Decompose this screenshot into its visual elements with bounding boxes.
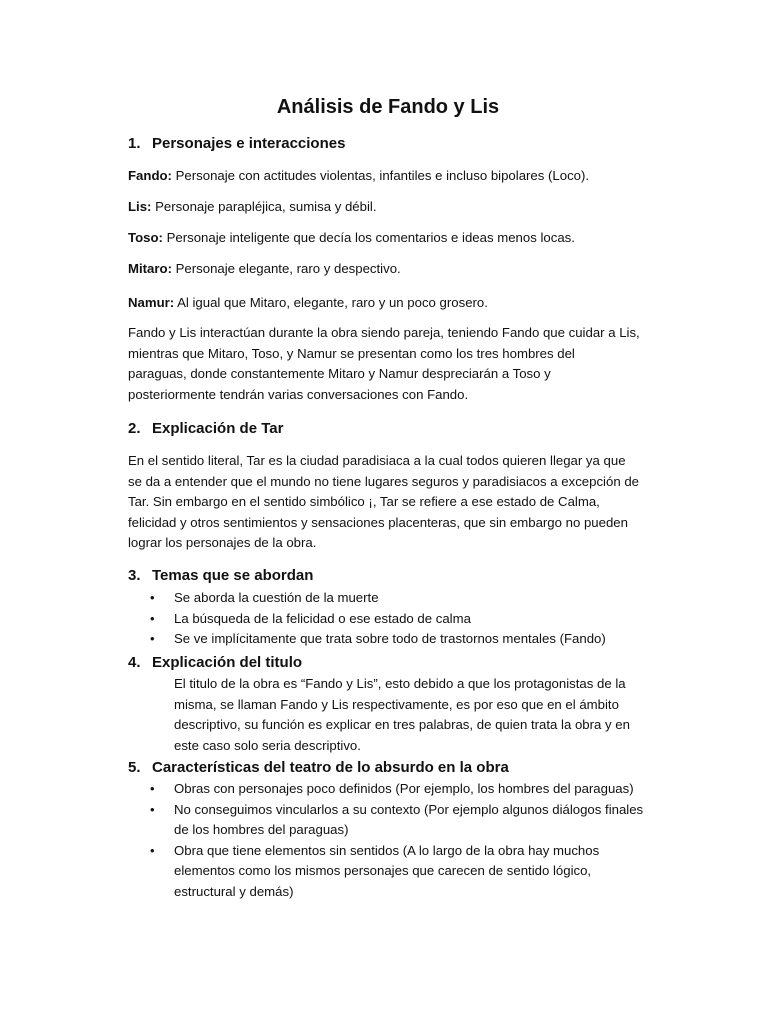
section-title: Características del teatro de lo absurdo en la obra — [152, 759, 509, 776]
list-item — [128, 609, 668, 630]
section-title: Personajes e interacciones — [152, 135, 346, 152]
paragraph-line: felicidad y otros sentimientos y sensaciones placenteras, que sin embargo no pueden — [128, 514, 628, 530]
paragraph-line: paraguas, donde constantemente Mitaro y Namur despreciarán a Toso y — [128, 366, 551, 382]
bullet-icon: • — [150, 631, 155, 647]
section-title: Temas que se abordan — [152, 567, 314, 584]
section-heading-4 — [128, 653, 302, 673]
section-number: 1. — [128, 135, 141, 152]
title-explanation-paragraph — [174, 674, 674, 756]
paragraph-line: posteriormente tendrán varias conversaciones con Fando. — [128, 386, 469, 402]
list-item-text: de los hombres del paraguas) — [174, 822, 349, 838]
character-description: Personaje inteligente que decía los comentarios e ideas menos locas. — [162, 230, 575, 245]
character-mitaro — [128, 259, 663, 280]
character-toso — [128, 228, 663, 249]
paragraph-line: lograr los personajes de la obra. — [128, 535, 317, 551]
section-number: 2. — [128, 420, 141, 437]
paragraph-line: El titulo de la obra es “Fando y Lis”, esto debido a que los protagonistas de la — [174, 676, 626, 691]
list-item-text: Se ve implícitamente que trata sobre todo de trastornos mentales (Fando) — [174, 631, 606, 647]
character-lis — [128, 197, 663, 218]
section-heading-1 — [128, 134, 345, 154]
bullet-icon: • — [150, 781, 155, 796]
list-item-text: La búsqueda de la felicidad o ese estado de calma — [174, 610, 471, 626]
paragraph-line: Fando y Lis interactúan durante la obra siendo pareja, teniendo Fando que cuidar a Lis, — [128, 325, 640, 340]
character-description: Personaje elegante, raro y despectivo. — [171, 261, 401, 276]
absurd-traits-list — [128, 779, 668, 903]
list-item-text: Obras con personajes poco definidos (Por ejemplo, los hombres del paraguas) — [174, 781, 634, 796]
list-item-text: Obra que tiene elementos sin sentidos (A lo largo de la obra hay muchos — [174, 842, 600, 858]
list-item-text: Se aborda la cuestión de la muerte — [174, 590, 379, 605]
section-number: 4. — [128, 654, 141, 671]
list-item-text: estructural y demás) — [174, 883, 294, 899]
interactions-paragraph — [128, 323, 663, 405]
bullet-icon: • — [150, 590, 155, 605]
document-title: Análisis de Fando y Lis — [276, 96, 500, 118]
paragraph-line: misma, se llaman Fando y Lis respectivamente, es por eso que en el ámbito — [174, 696, 619, 712]
section-heading-5 — [128, 758, 509, 778]
character-description: Personaje parapléjica, sumisa y débil. — [151, 199, 377, 214]
character-name: Mitaro: — [128, 261, 172, 276]
list-item-text: elementos como los mismos personajes que carecen de sentido lógico, — [174, 863, 592, 879]
list-item — [128, 629, 668, 650]
paragraph-line: mientras que Mitaro, Toso, y Namur se presentan como los tres hombres del — [128, 345, 575, 361]
character-name: Lis: — [128, 199, 152, 214]
paragraph-line: se da a entender que el mundo no tiene lugares seguros y paradisiacos a excepción de — [128, 473, 639, 489]
themes-list — [128, 588, 668, 650]
section-title: Explicación del titulo — [152, 654, 303, 671]
character-name: Toso: — [128, 230, 163, 245]
paragraph-line: Tar. Sin embargo en el sentido simbólico ¡, Tar se refiere a ese estado de Calma, — [128, 494, 600, 510]
list-item — [128, 841, 668, 903]
bullet-icon: • — [150, 610, 155, 626]
section-number: 5. — [128, 759, 141, 776]
paragraph-line: este caso solo seria descriptivo. — [174, 737, 361, 753]
character-name: Namur: — [128, 295, 175, 310]
bullet-icon: • — [150, 801, 155, 817]
document-page — [128, 0, 668, 1024]
section-heading-2 — [128, 419, 283, 439]
character-name: Fando: — [128, 168, 172, 183]
section-number: 3. — [128, 567, 141, 584]
character-fando — [128, 166, 663, 187]
list-item — [128, 588, 668, 609]
section-heading-3 — [128, 566, 313, 586]
paragraph-line: En el sentido literal, Tar es la ciudad paradisiaca a la cual todos quieren llegar ya que — [128, 453, 626, 468]
character-namur — [128, 293, 663, 314]
section-title: Explicación de Tar — [152, 420, 284, 437]
tar-paragraph — [128, 451, 663, 554]
list-item-text: No conseguimos vincularlos a su contexto (Por ejemplo algunos diálogos finales — [174, 801, 644, 817]
paragraph-line: descriptivo, su función es explicar en tres palabras, de quien trata la obra y en — [174, 717, 630, 733]
list-item — [128, 800, 668, 841]
list-item — [128, 779, 668, 800]
character-description: Personaje con actitudes violentas, infantiles e incluso bipolares (Loco). — [171, 168, 590, 183]
bullet-icon: • — [150, 842, 155, 858]
character-description: Al igual que Mitaro, elegante, raro y un poco grosero. — [174, 295, 488, 310]
